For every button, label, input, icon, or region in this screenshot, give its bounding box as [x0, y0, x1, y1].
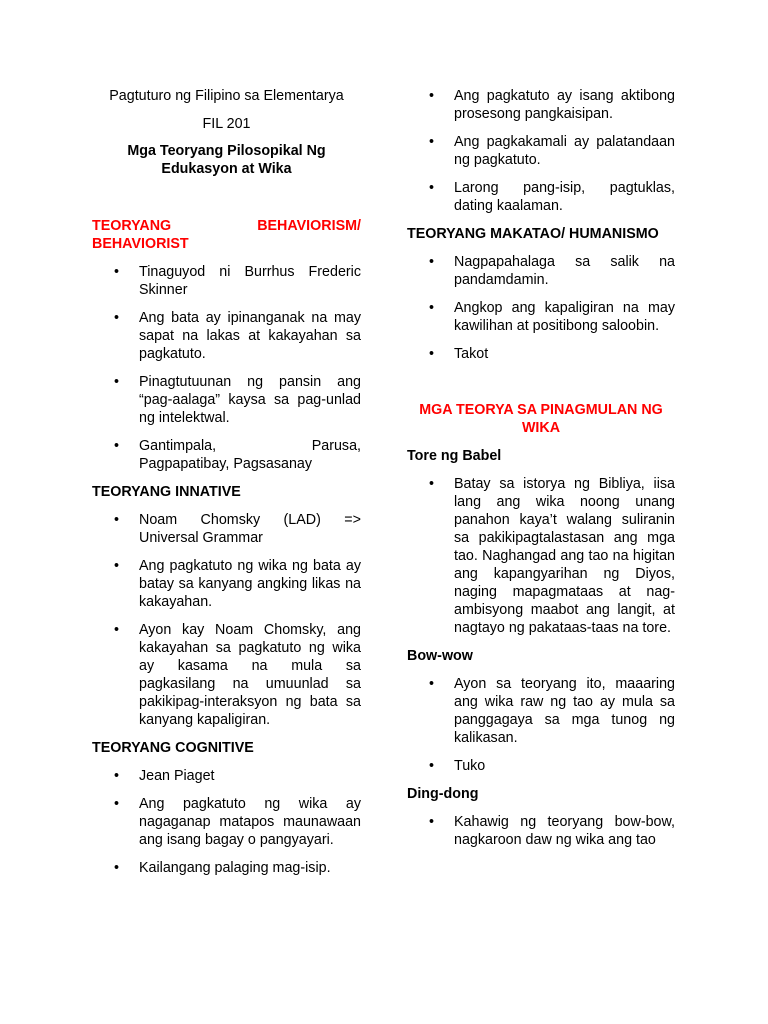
- list-bow-wow: [407, 675, 675, 775]
- right-content: [407, 87, 675, 859]
- list-item: • Kailangang palaging mag-isip.: [114, 860, 331, 876]
- bullet-icon: •: [429, 676, 435, 692]
- list-item: • Pinagtutuunan ng pansin ang “pag-aalaga” kaysa sa pag-unlad ng intelektwal.: [114, 374, 361, 426]
- heading-behaviorism: TEORYANG BEHAVIORISM/ BEHAVIORIST: [92, 218, 361, 252]
- list-cognitive: [92, 767, 361, 877]
- heading-pinagmulan-ng-wika: MGA TEORYA SA PINAGMULAN NG WIKA: [419, 402, 663, 436]
- list-item: • Larong pang-isip, pagtuklas, dating kaalaman.: [429, 180, 675, 214]
- course-code: FIL 201: [202, 116, 251, 132]
- list-item: • Ayon kay Noam Chomsky, ang kakayahan sa pagkatuto ng wika ay kasama na mula sa pagkasilang na umuunlad sa pakikipag-interaksyon ng bata sa kanyang kapaligiran.: [114, 622, 361, 728]
- heading-innative: TEORYANG INNATIVE: [92, 484, 241, 500]
- bullet-icon: •: [429, 134, 435, 150]
- list-item: • Ang pagkatuto ng wika ay nagaganap matapos maunawaan ang isang bagay o pangyayari.: [114, 796, 361, 848]
- bullet-icon: •: [114, 310, 120, 326]
- bullet-icon: •: [114, 512, 120, 528]
- list-item: • Jean Piaget: [114, 768, 215, 784]
- list-item: • Ang pagkatuto ng wika ng bata ay batay sa kanyang angking likas na kakayahan.: [114, 558, 361, 610]
- list-item: • Ayon sa teoryang ito, maaaring ang wika raw ng tao ay mula sa panggagaya sa mga tunog ng kalikasan.: [429, 676, 675, 746]
- bullet-icon: •: [114, 860, 120, 876]
- bullet-icon: •: [114, 438, 120, 454]
- list-item: • Nagpapahalaga sa salik na pandamdamin.: [429, 254, 675, 288]
- document-subtitle: Mga Teoryang Pilosopikal Ng Edukasyon at Wika: [127, 143, 326, 177]
- list-item: • Ang pagkatuto ay isang aktibong prosesong pangkaisipan.: [429, 88, 675, 122]
- list-item: • Batay sa istorya ng Bibliya, iisa lang ang wika noong unang panahon kaya’t walang suliranin sa pakikipagtalastasan ang mga tao. Naghangad ang tao na higitan ang kapangyarihan ng Diyos, naging mapagmataas at nag-ambisyong maabot ang langit, at nagtayo ng pakataas-taas na tore.: [429, 476, 675, 636]
- bullet-icon: •: [114, 768, 120, 784]
- list-innative: [92, 511, 361, 729]
- bullet-icon: •: [114, 558, 120, 574]
- heading-ding-dong: Ding-dong: [407, 786, 479, 802]
- list-ding-dong: [407, 813, 675, 849]
- bullet-icon: •: [114, 374, 120, 390]
- left-content: [92, 217, 361, 887]
- list-item: • Ang bata ay ipinanganak na may sapat na lakas at kakayahan sa pagkatuto.: [114, 310, 361, 362]
- bullet-icon: •: [429, 758, 435, 774]
- bullet-icon: •: [429, 476, 435, 492]
- list-item: • Tuko: [429, 758, 486, 774]
- list-item: • Tinaguyod ni Burrhus Frederic Skinner: [114, 264, 361, 298]
- heading-bow-wow: Bow-wow: [407, 648, 473, 664]
- bullet-icon: •: [114, 622, 120, 638]
- bullet-icon: •: [114, 796, 120, 812]
- bullet-icon: •: [429, 254, 435, 270]
- list-behaviorism: [92, 263, 361, 473]
- list-cognitive-continued: [407, 87, 675, 215]
- list-item: • Kahawig ng teoryang bow-bow, nagkaroon daw ng wika ang tao: [429, 814, 675, 848]
- heading-cognitive: TEORYANG COGNITIVE: [92, 740, 254, 756]
- list-item: • Gantimpala, Parusa, Pagpapatibay, Pagsasanay: [114, 438, 361, 472]
- section-spacer: [407, 373, 675, 401]
- bullet-icon: •: [429, 346, 435, 362]
- heading-humanismo: TEORYANG MAKATAO/ HUMANISMO: [407, 226, 659, 242]
- list-item: • Noam Chomsky (LAD) => Universal Grammar: [114, 512, 361, 546]
- bullet-icon: •: [429, 814, 435, 830]
- list-item: • Ang pagkakamali ay palatandaan ng pagkatuto.: [429, 134, 675, 168]
- heading-tore-ng-babel: Tore ng Babel: [407, 448, 502, 464]
- list-tore-ng-babel: [407, 475, 675, 637]
- bullet-icon: •: [429, 88, 435, 104]
- document-title: Pagtuturo ng Filipino sa Elementarya: [109, 88, 344, 104]
- bullet-icon: •: [114, 264, 120, 280]
- list-item: • Angkop ang kapaligiran na may kawilihan at positibong saloobin.: [429, 300, 675, 334]
- list-item: • Takot: [429, 346, 489, 362]
- bullet-icon: •: [429, 180, 435, 196]
- bullet-icon: •: [429, 300, 435, 316]
- list-humanismo: [407, 253, 675, 363]
